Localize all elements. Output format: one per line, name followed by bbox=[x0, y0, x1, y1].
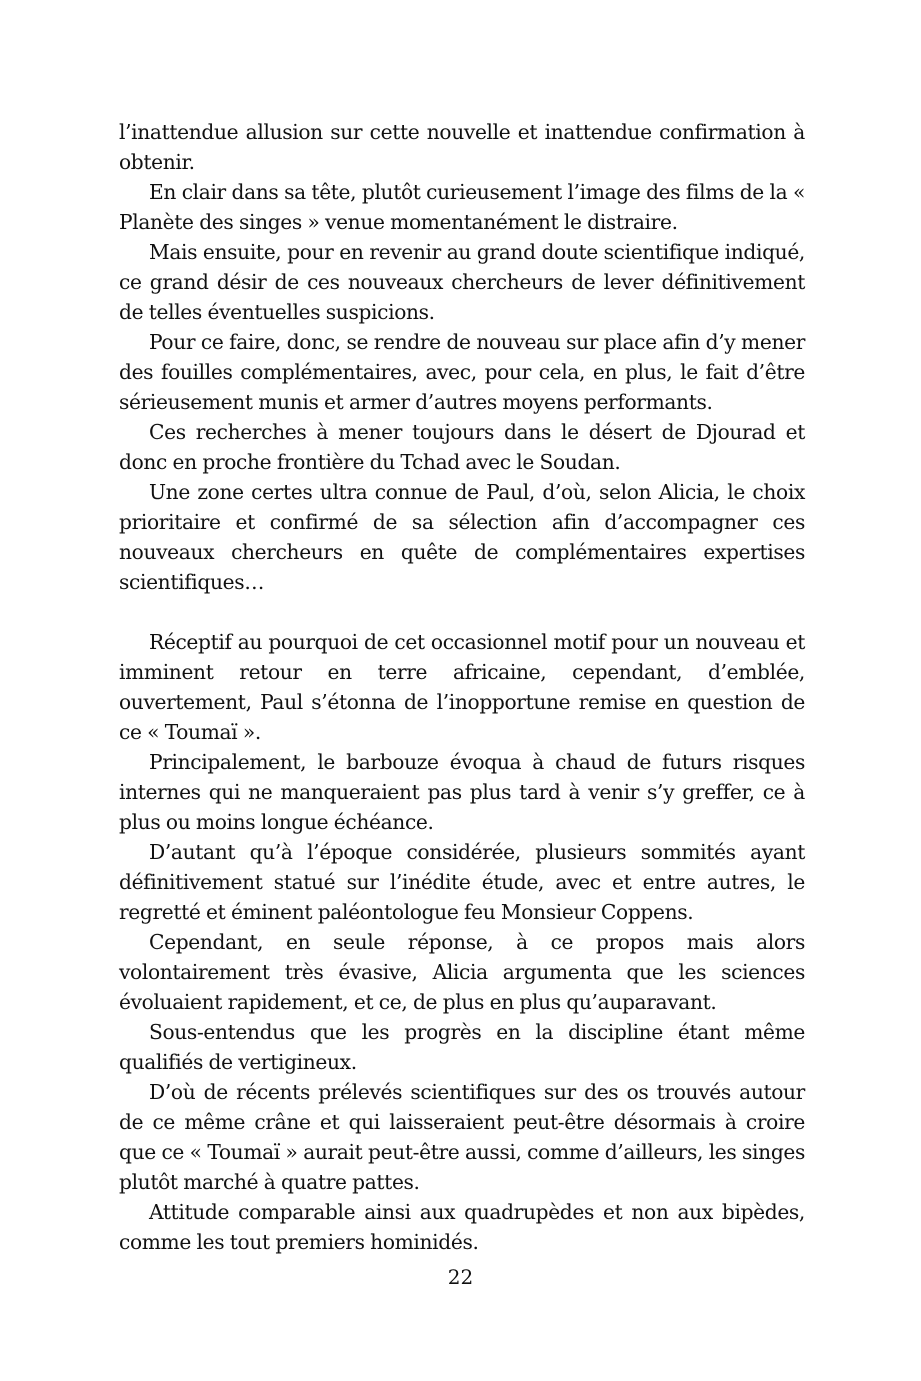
paragraph: Réceptif au pourquoi de cet occasionnel motif pour un nouveau et imminent retour en terre africaine, cependant, d’emblée, ouvertement, Paul s’étonna de l’inopportune remise en question de ce « Toumaï ». bbox=[119, 630, 805, 744]
body-text bbox=[119, 117, 805, 1257]
paragraph: Ces recherches à mener toujours dans le désert de Djourad et donc en proche frontière du Tchad avec le Soudan. bbox=[119, 420, 805, 474]
paragraph: D’où de récents prélevés scientifiques sur des os trouvés autour de ce même crâne et qui laisseraient peut-être désormais à croire que ce « Toumaï » aurait peut-être aussi, comme d’ailleurs, les singes plutôt marché à quatre pattes. bbox=[119, 1080, 805, 1194]
section-break bbox=[119, 597, 805, 627]
paragraph: D’autant qu’à l’époque considérée, plusieurs sommités ayant définitivement statué sur l’inédite étude, avec et entre autres, le regretté et éminent paléontologue feu Monsieur Coppens. bbox=[119, 840, 805, 924]
paragraph: En clair dans sa tête, plutôt curieusement l’image des films de la « Planète des singes » venue momentanément le distraire. bbox=[119, 180, 805, 234]
paragraph: Mais ensuite, pour en revenir au grand doute scientifique indiqué, ce grand désir de ces nouveaux chercheurs de lever définitivement de telles éventuelles suspicions. bbox=[119, 240, 805, 324]
paragraph: Une zone certes ultra connue de Paul, d’où, selon Alicia, le choix prioritaire et confirmé de sa sélection afin d’accompagner ces nouveaux chercheurs en quête de complémentaires expertises scientifiques… bbox=[119, 480, 805, 594]
paragraph-continuation: l’inattendue allusion sur cette nouvelle et inattendue confirmation à obtenir. bbox=[119, 120, 805, 174]
page-number: 22 bbox=[447, 1265, 474, 1289]
paragraph: Pour ce faire, donc, se rendre de nouveau sur place afin d’y mener des fouilles complémentaires, avec, pour cela, en plus, le fait d’être sérieusement munis et armer d’autres moyens performants. bbox=[119, 330, 805, 414]
paragraph: Cependant, en seule réponse, à ce propos mais alors volontairement très évasive, Alicia argumenta que les sciences évoluaient rapidement, et ce, de plus en plus qu’auparavant. bbox=[119, 930, 805, 1014]
paragraph: Attitude comparable ainsi aux quadrupèdes et non aux bipèdes, comme les tout premiers hominidés. bbox=[119, 1200, 805, 1254]
paragraph: Sous-entendus que les progrès en la discipline étant même qualifiés de vertigineux. bbox=[119, 1020, 805, 1074]
paragraph: Principalement, le barbouze évoqua à chaud de futurs risques internes qui ne manqueraient pas plus tard à venir s’y greffer, ce à plus ou moins longue échéance. bbox=[119, 750, 805, 834]
